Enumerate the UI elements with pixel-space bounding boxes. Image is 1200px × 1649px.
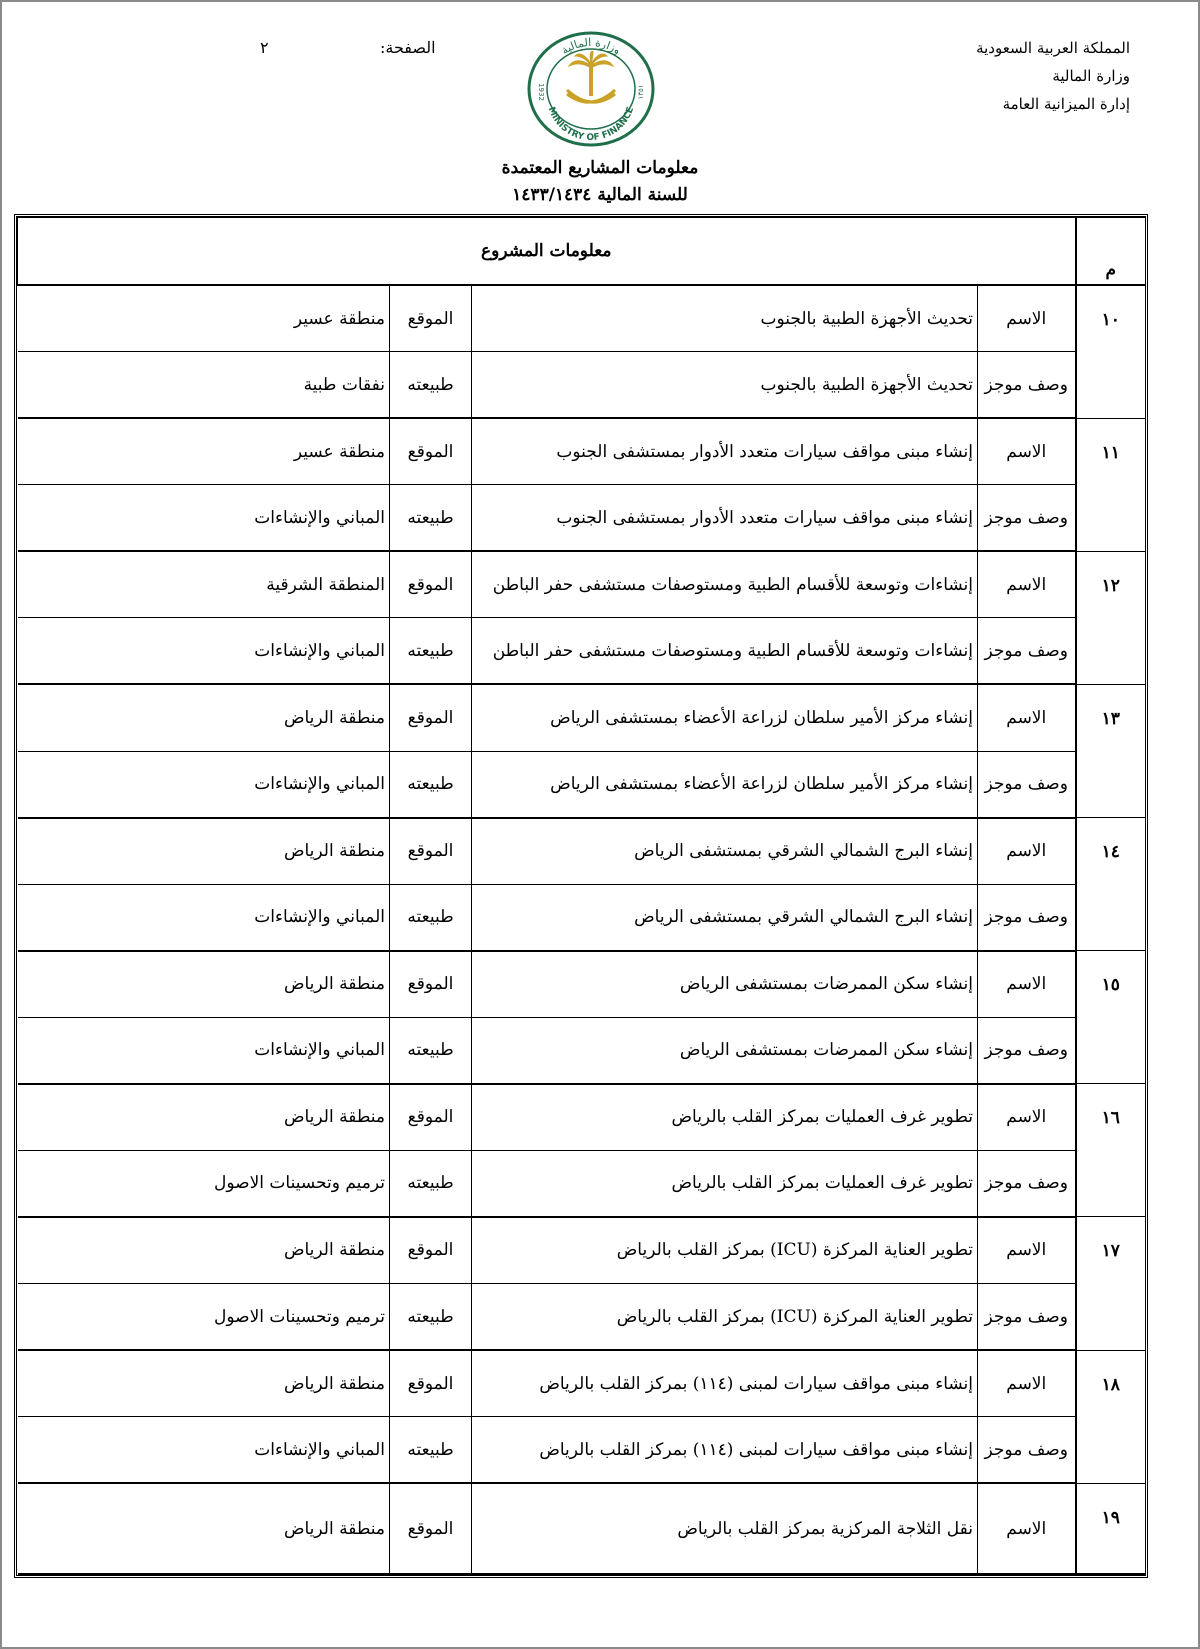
- name-label: الاسم: [978, 1084, 1076, 1151]
- nature-label: طبيعته: [390, 1417, 472, 1484]
- description-label: وصف موجز: [978, 352, 1076, 419]
- location-label: الموقع: [390, 684, 472, 751]
- description-label: وصف موجز: [978, 1284, 1076, 1351]
- project-number: ١٥: [1076, 951, 1146, 1084]
- nature-label: طبيعته: [390, 485, 472, 552]
- nature-label: طبيعته: [390, 1150, 472, 1217]
- page-label: الصفحة:: [380, 38, 436, 57]
- project-number: ١٦: [1076, 1084, 1146, 1217]
- seal-arabic-text: وزارة المالية: [558, 35, 624, 58]
- description-label: وصف موجز: [978, 485, 1076, 552]
- page-number: ٢: [260, 38, 269, 57]
- table-row: [18, 1483, 1146, 1574]
- ministry-name: وزارة المالية: [1052, 67, 1130, 85]
- project-name: إنشاء البرج الشمالي الشرقي بمستشفى الرياض: [472, 818, 978, 885]
- nature-label: طبيعته: [390, 1017, 472, 1084]
- location-label: الموقع: [390, 1483, 472, 1574]
- table-row: [18, 485, 1146, 552]
- project-location: منطقة عسير: [18, 285, 390, 352]
- project-name: إنشاء مبنى مواقف سيارات لمبنى (١١٤) بمركز القلب بالرياض: [472, 1350, 978, 1417]
- project-number: ١٢: [1076, 551, 1146, 684]
- country-name: المملكة العربية السعودية: [976, 39, 1130, 57]
- project-description: إنشاءات وتوسعة للأقسام الطبية ومستوصفات مستشفى حفر الباطن: [472, 618, 978, 685]
- table-row: [18, 1217, 1146, 1284]
- project-number: ١٧: [1076, 1217, 1146, 1350]
- name-label: الاسم: [978, 418, 1076, 485]
- project-description: تحديث الأجهزة الطبية بالجنوب: [472, 352, 978, 419]
- project-nature: المباني والإنشاءات: [18, 884, 390, 951]
- seal-year-left: 1932: [537, 83, 545, 101]
- table-row: [18, 1017, 1146, 1084]
- project-name: تحديث الأجهزة الطبية بالجنوب: [472, 285, 978, 352]
- project-name: تطوير غرف العمليات بمركز القلب بالرياض: [472, 1084, 978, 1151]
- name-label: الاسم: [978, 1217, 1076, 1284]
- table-row: [18, 818, 1146, 885]
- project-name: إنشاء مبنى مواقف سيارات متعدد الأدوار بمستشفى الجنوب: [472, 418, 978, 485]
- column-header-info: معلومات المشروع: [18, 218, 1076, 286]
- name-label: الاسم: [978, 1350, 1076, 1417]
- projects-table: [14, 214, 1148, 1578]
- project-name: تطوير العناية المركزة (ICU) بمركز القلب بالرياض: [472, 1217, 978, 1284]
- palm-swords-icon: [567, 51, 615, 102]
- table-row: [18, 951, 1146, 1018]
- description-label: وصف موجز: [978, 618, 1076, 685]
- project-nature: المباني والإنشاءات: [18, 485, 390, 552]
- table-row: [18, 418, 1146, 485]
- project-nature: نفقات طبية: [18, 352, 390, 419]
- project-description: تطوير العناية المركزة (ICU) بمركز القلب بالرياض: [472, 1284, 978, 1351]
- table-row: [18, 285, 1146, 352]
- name-label: الاسم: [978, 551, 1076, 618]
- seal-year-right: ١٣٥١: [637, 84, 645, 100]
- location-label: الموقع: [390, 418, 472, 485]
- nature-label: طبيعته: [390, 618, 472, 685]
- nature-label: طبيعته: [390, 751, 472, 818]
- description-label: وصف موجز: [978, 1150, 1076, 1217]
- project-name: نقل الثلاجة المركزية بمركز القلب بالرياض: [472, 1483, 978, 1574]
- title-line-2: للسنة المالية ١٤٣٣/١٤٣٤: [512, 185, 688, 205]
- table-row: [18, 352, 1146, 419]
- project-description: إنشاء البرج الشمالي الشرقي بمستشفى الرياض: [472, 884, 978, 951]
- table-header-row: [18, 218, 1146, 286]
- project-location: منطقة الرياض: [18, 951, 390, 1018]
- table-row: [18, 684, 1146, 751]
- project-number: ١٩: [1076, 1483, 1146, 1574]
- table-row: [18, 1150, 1146, 1217]
- name-label: الاسم: [978, 1483, 1076, 1574]
- project-number: ١٣: [1076, 684, 1146, 817]
- project-location: منطقة الرياض: [18, 1483, 390, 1574]
- project-nature: ترميم وتحسينات الاصول: [18, 1150, 390, 1217]
- document-title: [380, 155, 820, 209]
- ministry-seal-logo: [527, 30, 655, 148]
- project-nature: المباني والإنشاءات: [18, 1017, 390, 1084]
- nature-label: طبيعته: [390, 1284, 472, 1351]
- table-row: [18, 751, 1146, 818]
- project-description: إنشاء سكن الممرضات بمستشفى الرياض: [472, 1017, 978, 1084]
- location-label: الموقع: [390, 1350, 472, 1417]
- project-name: إنشاءات وتوسعة للأقسام الطبية ومستوصفات مستشفى حفر الباطن: [472, 551, 978, 618]
- nature-label: طبيعته: [390, 884, 472, 951]
- project-number: ١٨: [1076, 1350, 1146, 1483]
- project-description: إنشاء مبنى مواقف سيارات لمبنى (١١٤) بمركز القلب بالرياض: [472, 1417, 978, 1484]
- description-label: وصف موجز: [978, 751, 1076, 818]
- table-row: [18, 618, 1146, 685]
- column-header-m: م: [1076, 218, 1146, 286]
- description-label: وصف موجز: [978, 884, 1076, 951]
- location-label: الموقع: [390, 1217, 472, 1284]
- project-nature: المباني والإنشاءات: [18, 618, 390, 685]
- department-name: إدارة الميزانية العامة: [1002, 95, 1130, 113]
- project-location: منطقة الرياض: [18, 1350, 390, 1417]
- project-location: منطقة الرياض: [18, 684, 390, 751]
- name-label: الاسم: [978, 285, 1076, 352]
- table-row: [18, 884, 1146, 951]
- issuer-block: [870, 34, 1130, 118]
- project-location: منطقة عسير: [18, 418, 390, 485]
- project-description: إنشاء مركز الأمير سلطان لزراعة الأعضاء بمستشفى الرياض: [472, 751, 978, 818]
- description-label: وصف موجز: [978, 1017, 1076, 1084]
- table-row: [18, 551, 1146, 618]
- table-row: [18, 1084, 1146, 1151]
- project-number: ١٤: [1076, 818, 1146, 951]
- seal-english-text: MINISTRY OF FINANCE: [545, 105, 637, 144]
- name-label: الاسم: [978, 951, 1076, 1018]
- project-nature: ترميم وتحسينات الاصول: [18, 1284, 390, 1351]
- location-label: الموقع: [390, 1084, 472, 1151]
- project-nature: المباني والإنشاءات: [18, 1417, 390, 1484]
- project-location: منطقة الرياض: [18, 1084, 390, 1151]
- name-label: الاسم: [978, 818, 1076, 885]
- name-label: الاسم: [978, 684, 1076, 751]
- project-name: إنشاء سكن الممرضات بمستشفى الرياض: [472, 951, 978, 1018]
- location-label: الموقع: [390, 951, 472, 1018]
- location-label: الموقع: [390, 818, 472, 885]
- project-description: إنشاء مبنى مواقف سيارات متعدد الأدوار بمستشفى الجنوب: [472, 485, 978, 552]
- project-location: منطقة الرياض: [18, 818, 390, 885]
- project-name: إنشاء مركز الأمير سلطان لزراعة الأعضاء بمستشفى الرياض: [472, 684, 978, 751]
- table-row: [18, 1417, 1146, 1484]
- title-line-1: معلومات المشاريع المعتمدة: [501, 158, 699, 178]
- project-number: ١٠: [1076, 285, 1146, 418]
- location-label: الموقع: [390, 551, 472, 618]
- project-number: ١١: [1076, 418, 1146, 551]
- table-row: [18, 1284, 1146, 1351]
- project-location: المنطقة الشرقية: [18, 551, 390, 618]
- location-label: الموقع: [390, 285, 472, 352]
- project-location: منطقة الرياض: [18, 1217, 390, 1284]
- nature-label: طبيعته: [390, 352, 472, 419]
- table-row: [18, 1350, 1146, 1417]
- project-description: تطوير غرف العمليات بمركز القلب بالرياض: [472, 1150, 978, 1217]
- description-label: وصف موجز: [978, 1417, 1076, 1484]
- project-nature: المباني والإنشاءات: [18, 751, 390, 818]
